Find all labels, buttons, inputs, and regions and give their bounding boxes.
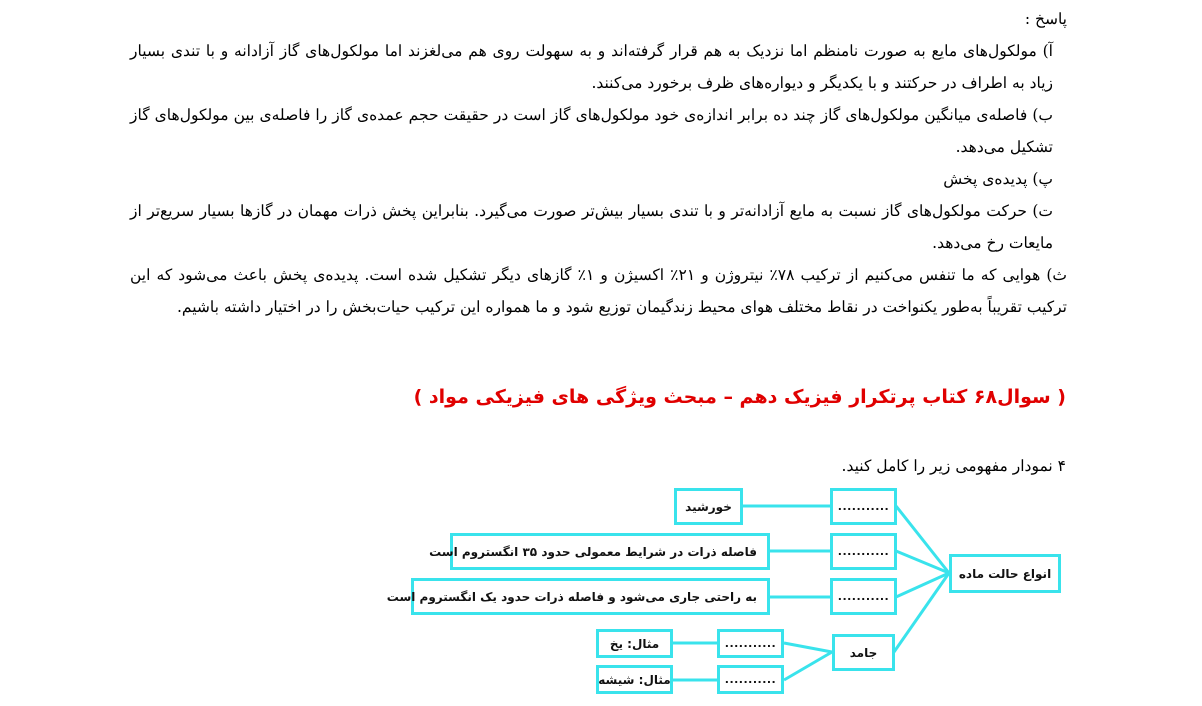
blank-node-3: ........... — [830, 578, 897, 615]
connector-solid-blank5 — [784, 652, 832, 680]
answer-be: ب) فاصله‌ی میانگین مولکول‌های گاز چند ده برابر اندازه‌ی خود مولکول‌های گاز است در حقیقت حجم عمده‌ی گاز را فاصله‌ی بین مولکول‌های گاز تشکیل می‌دهد. — [130, 106, 1053, 156]
connector-solid-blank4 — [784, 643, 832, 652]
sun-node: خورشید — [674, 488, 743, 525]
blank-node-5: ........... — [717, 665, 784, 694]
blank-node-1: ........... — [830, 488, 897, 525]
root-node: انواع حالت ماده — [949, 554, 1061, 593]
answer-label: پاسخ : — [1024, 10, 1067, 28]
blank-node-2: ........... — [830, 533, 897, 570]
ice-example-node: مثال: یخ — [596, 629, 673, 658]
flow-description-node: به راحتی جاری می‌شود و فاصله ذرات حدود یک انگستروم است — [411, 578, 770, 615]
section-heading: ( سوال۶۸ کتاب پرتکرار فیزیک دهم – مبحث ویژگی های فیزیکی مواد ) — [413, 386, 1066, 408]
answer-pe: پ) پدیده‌ی پخش — [943, 170, 1053, 188]
answer-se: ث) هوایی که ما تنفس می‌کنیم از ترکیب ۷۸٪ نیتروژن و ۲۱٪ اکسیژن و ۱٪ گازهای دیگر تشکیل شده است. پدیده‌ی پخش باعث می‌شود که این ترکیب تقریباً به‌طور یکنواخت در نقاط مختلف هوای محیط زندگیمان توزیع شود و ما همواره این ترکیب حیات‌بخش را در اختیار داشته باشیم. — [130, 266, 1068, 316]
answer-alef: آ) مولکول‌های مایع به صورت نامنظم اما نزدیک به هم قرار گرفته‌اند و به سهولت روی هم می‌لغزند اما مولکول‌های گاز آزادانه و با تندی بسیار زیاد به اطراف در حرکتند و با یکدیگر و دیواره‌های ظرف برخورد می‌کنند. — [130, 42, 1053, 92]
question-text: ۴ نمودار مفهومی زیر را کامل کنید. — [841, 457, 1066, 475]
answer-te: ت) حرکت مولکول‌های گاز نسبت به مایع آزادانه‌تر و با تندی بسیار بیش‌تر صورت می‌گیرد. بنابراین پخش ذرات مهمان در گازها بسیار سریع‌تر از مایعات رخ می‌دهد. — [130, 202, 1053, 252]
liquid-description-node: فاصله ذرات در شرایط معمولی حدود ۳۵ انگستروم است — [450, 533, 770, 570]
solid-node: جامد — [832, 634, 895, 671]
glass-example-node: مثال: شیشه — [596, 665, 673, 694]
blank-node-4: ........... — [717, 629, 784, 658]
